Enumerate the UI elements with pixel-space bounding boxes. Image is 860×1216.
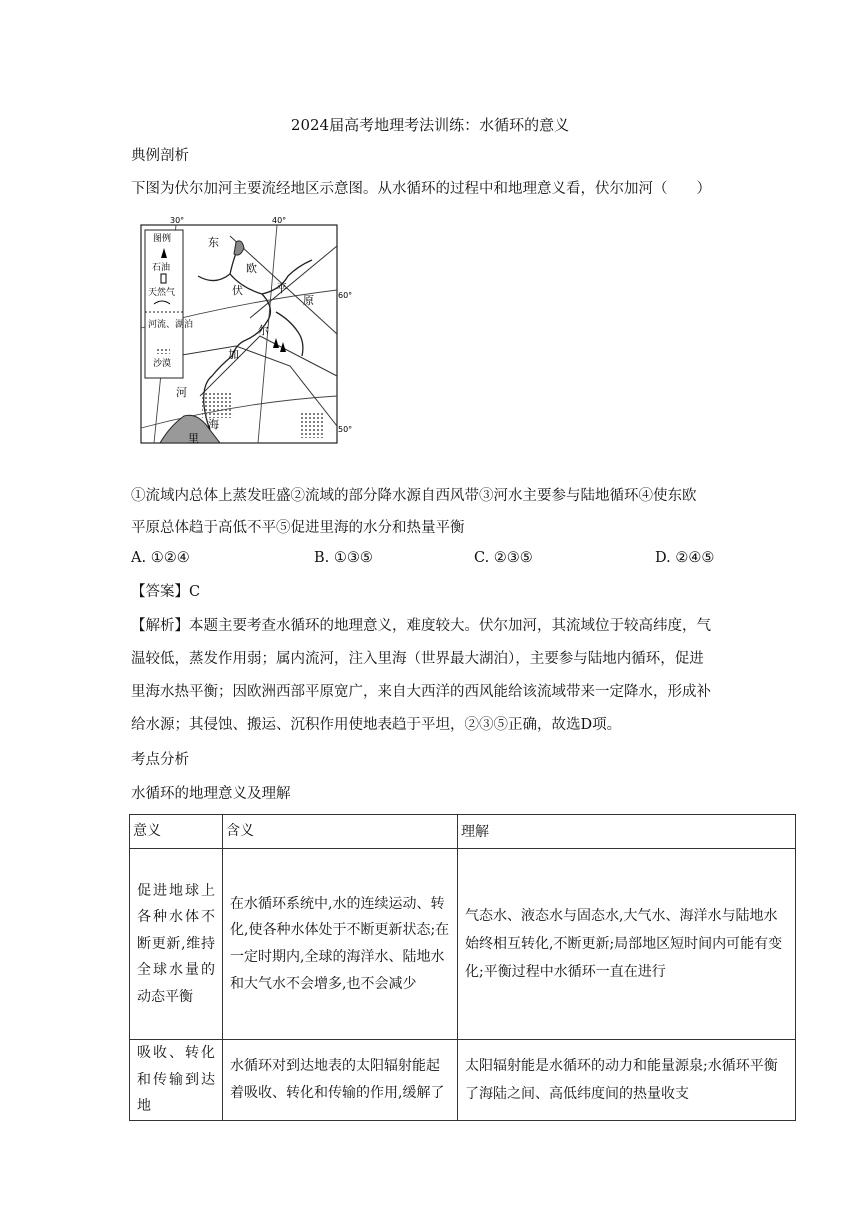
lon-label: 40°	[272, 216, 287, 225]
legend-river: 河流、湖泊	[148, 320, 194, 330]
analysis-line-2: 温较低，蒸发作用弱；属内流河，注入里海（世界最大湖泊），主要参与陆地内循环，促进	[131, 651, 704, 667]
volga-map-figure	[140, 216, 364, 444]
table-title: 水循环的地理意义及理解	[131, 786, 291, 802]
section-heading-analysis: 考点分析	[131, 752, 189, 768]
table-cell: 水循环对到达地表的太阳辐射能起着吸收、转化和传输的作用,缓解了	[223, 1040, 458, 1121]
desert-area	[202, 392, 232, 418]
table-cell: 促进地球上各种水体不断更新,维持全球水量的动态平衡	[130, 849, 223, 1040]
answer-line: 【答案】C	[131, 584, 201, 600]
place-char: 东	[208, 236, 219, 249]
question-stem: 下图为伏尔加河主要流经地区示意图。从水循环的过程中和地理意义看，伏尔加河（ ）	[131, 181, 711, 197]
water-cycle-table	[129, 814, 796, 1121]
option-d: D. ②④⑤	[655, 550, 715, 566]
analysis-line-1: 【解析】本题主要考查水循环的地理意义，难度较大。伏尔加河，其流域位于较高纬度，气	[131, 618, 711, 634]
table-header-cell: 意义	[130, 815, 223, 849]
analysis-line-4: 给水源；其侵蚀、搬运、沉积作用使地表趋于平坦，②③⑤正确，故选D项。	[131, 717, 622, 733]
table-header-cell: 理解	[458, 815, 796, 849]
option-b: B. ①③⑤	[314, 550, 373, 566]
option-a: A. ①②④	[131, 550, 190, 566]
section-heading-example: 典例剖析	[131, 148, 189, 164]
table-cell: 气态水、液态水与固态水,大气水、海洋水与陆地水始终相互转化,不断更新;局部地区短时间内可能有变化;平衡过程中水循环一直在进行	[458, 849, 796, 1040]
place-char: 河	[176, 386, 187, 399]
legend-title: 图例	[153, 234, 172, 244]
analysis-line-3: 里海水热平衡；因欧洲西部平原宽广，来自大西洋的西风能给该流域带来一定降水，形成补	[131, 684, 711, 700]
statements-line-1: ①流域内总体上蒸发旺盛②流域的部分降水源自西风带③河水主要参与陆地循环④使东欧	[131, 488, 697, 504]
place-char: 里	[188, 432, 199, 444]
place-char: 加	[228, 348, 239, 361]
place-char: 伏	[232, 284, 243, 297]
table-cell: 吸收、转化和传输到达地	[130, 1040, 223, 1121]
desert-area	[300, 412, 324, 438]
page-title: 2024届高考地理考法训练：水循环的意义	[290, 116, 570, 134]
gas-icon	[161, 274, 166, 283]
lat-label: 60°	[338, 291, 353, 300]
legend-oil: 石油	[152, 263, 171, 273]
option-c: C. ②③⑤	[474, 550, 533, 566]
table-row	[130, 849, 796, 1040]
place-char: 平	[276, 282, 287, 295]
table-row	[130, 1040, 796, 1121]
table-header-cell: 含义	[223, 815, 458, 849]
legend-desert: 沙漠	[153, 359, 172, 369]
table-cell: 在水循环系统中,水的连续运动、转化,使各种水体处于不断更新状态;在一定时期内,全球的海洋水、陆地水和大气水不会增多,也不会减少	[223, 849, 458, 1040]
desert-icon	[156, 348, 170, 354]
place-char: 尔	[258, 324, 269, 337]
place-char: 原	[303, 294, 314, 307]
lat-label: 50°	[338, 425, 353, 434]
statements-line-2: 平原总体趋于高低不平⑤促进里海的水分和热量平衡	[131, 520, 465, 536]
table-header-row	[130, 815, 796, 849]
lon-label: 30°	[170, 216, 185, 225]
legend-gas: 天然气	[148, 288, 176, 298]
place-char: 海	[208, 418, 219, 431]
table-cell: 太阳辐射能是水循环的动力和能量源泉;水循环平衡了海陆之间、高低纬度间的热量收支	[458, 1040, 796, 1121]
place-char: 欧	[246, 262, 257, 275]
